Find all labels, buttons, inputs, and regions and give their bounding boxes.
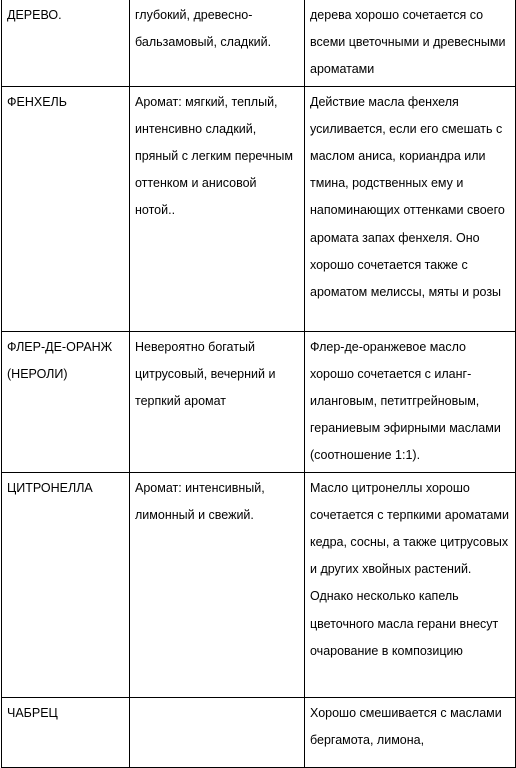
oil-name-cell: [2, 472, 130, 697]
oil-name-cell: [2, 697, 130, 767]
aroma-cell: [130, 472, 305, 697]
combination-description: Масло цитронеллы хорошо сочетается с терпкими ароматами кедра, сосны, а также цитрусовых и других хвойных растений. Однако несколько капель цветочного масла герани внесут очарование в композицию: [310, 480, 509, 658]
aroma-description: Аромат: интенсивный, лимонный и свежий.: [135, 480, 265, 522]
aroma-cell: [130, 86, 305, 331]
table-row: [2, 86, 516, 331]
oils-table: [1, 0, 516, 768]
combination-description: Хорошо смешивается с маслами бергамота, лимона,: [310, 705, 502, 747]
aroma-cell: [130, 697, 305, 767]
table-row: [2, 331, 516, 472]
aroma-description: Аромат: мягкий, теплый, интенсивно сладкий, пряный с легким перечным оттенком и анисовой нотой..: [135, 94, 293, 218]
oil-name: ФЕНХЕЛЬ: [7, 94, 67, 109]
combination-cell: [305, 697, 516, 767]
table-row: [2, 0, 516, 86]
combination-cell: [305, 331, 516, 472]
combination-cell: [305, 0, 516, 86]
table-row: [2, 472, 516, 697]
combination-description: Флер-де-оранжевое масло хорошо сочетается с иланг-иланговым, петитгрейновым, гераниевым эфирными маслами (соотношение 1:1).: [310, 339, 501, 463]
combination-description: дерева хорошо сочетается со всеми цветочными и древесными ароматами: [310, 8, 506, 77]
oil-name-cell: [2, 0, 130, 86]
combination-cell: [305, 86, 516, 331]
oil-name: ФЛЕР-ДЕ-ОРАНЖ (НЕРОЛИ): [7, 339, 113, 381]
aroma-description: глубокий, древесно-бальзамовый, сладкий.: [135, 8, 272, 50]
oil-name: ДЕРЕВО.: [7, 8, 62, 22]
aroma-cell: [130, 331, 305, 472]
oil-name-cell: [2, 86, 130, 331]
combination-description: Действие масла фенхеля усиливается, если его смешать с маслом аниса, кориандра или тмина, родственных ему и напоминающих оттенками своего аромата запах фенхеля. Оно хорошо сочетается также с ароматом мелиссы, мяты и розы: [310, 94, 505, 300]
oil-name-cell: [2, 331, 130, 472]
oil-name: ЦИТРОНЕЛЛА: [7, 480, 93, 495]
oil-name: ЧАБРЕЦ: [7, 705, 58, 720]
table-row: [2, 697, 516, 767]
aroma-cell: [130, 0, 305, 86]
combination-cell: [305, 472, 516, 697]
aroma-description: Невероятно богатый цитрусовый, вечерний и терпкий аромат: [135, 339, 276, 409]
